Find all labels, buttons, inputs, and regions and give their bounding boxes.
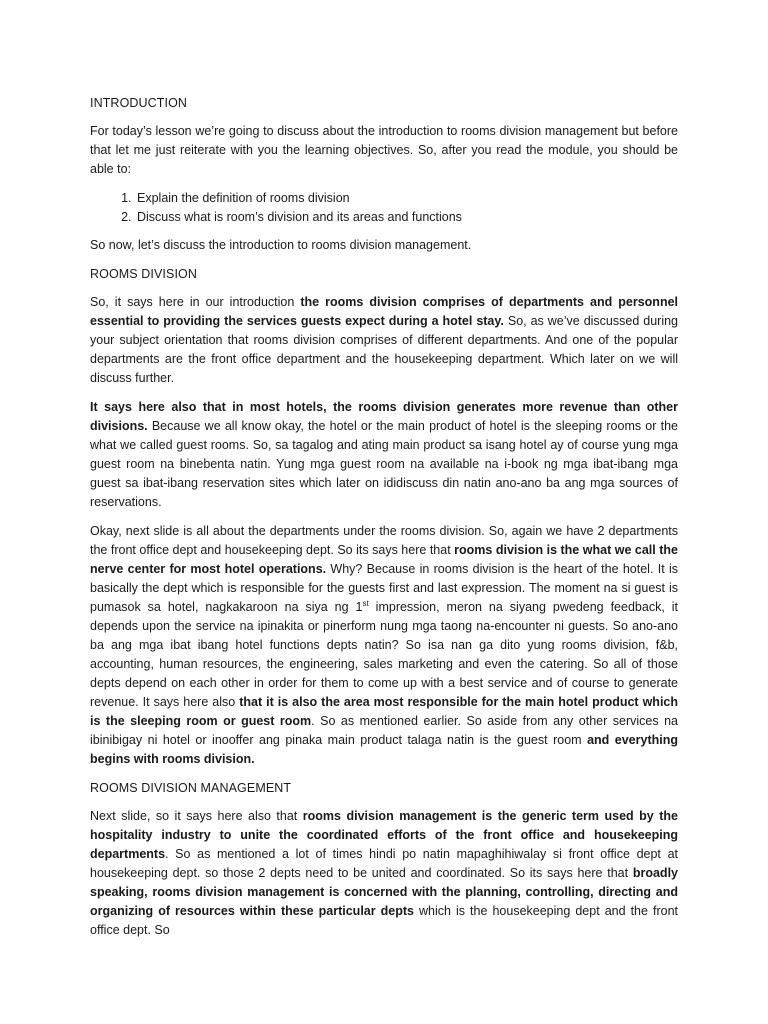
learning-objectives-list [90, 189, 678, 227]
bold-text: rooms division is the what we call the nerve center for most hotel operations. [90, 543, 678, 576]
text-span: which is the housekeeping dept and the front office dept. So [90, 904, 678, 937]
heading-rooms-division-management: ROOMS DIVISION MANAGEMENT [90, 781, 292, 795]
text-span: Next slide, so it says here also that [90, 809, 303, 823]
text-span: Why? Because in rooms division is the heart of the hotel. It is basically the dept which is responsible for the guests first and last expression. The moment na si guest is pumasok sa hotel, nagkakaroon na siya ng 1 [90, 562, 678, 614]
bold-text: that it is also the area most responsible for the main hotel product which is the sleeping room or guest room [90, 695, 679, 728]
text-span: So, as we’ve discussed during your subject orientation that rooms division comprises of different departments. And one of the popular departments are the front office department and the housekeeping department. Which later on we will discuss further. [90, 314, 678, 385]
heading-rooms-division: ROOMS DIVISION [90, 267, 197, 281]
bold-text: broadly speaking, rooms division management is concerned with the planning, controlling, directing and organizing of resources within these particular depts [90, 866, 678, 918]
text-span: impression, meron na siyang pwedeng feedback, it depends upon the service na ipinakita or pinerform nung mga taong na-encounter ni guests. So ano-ano ba ang mga ibat ibang hotel functions depts natin? So isa nan ga dito yung rooms division, f&b, accounting, human resources, the engineering, sales marketing and even the catering. So all of those depts depend on each other in order for them to come up with a best service and of course to generate revenue. It says here also [90, 600, 678, 709]
rooms-division-paragraph-3 [90, 522, 678, 769]
text-span: So, it says here in our introduction [90, 295, 301, 309]
heading-introduction: INTRODUCTION [90, 96, 188, 110]
bold-text: and everything begins with rooms division. [90, 733, 678, 766]
rooms-division-paragraph-1 [90, 293, 678, 388]
superscript: st [362, 598, 369, 608]
objective-item: 1. Explain the definition of rooms division [135, 189, 678, 208]
intro-paragraph: For today’s lesson we’re going to discuss about the introduction to rooms division management but before that let me just reiterate with you the learning objectives. So, after you read the module, you should be able to: [90, 124, 678, 176]
text-span: Okay, next slide is all about the departments under the rooms division. So, again we have 2 departments the front office dept and housekeeping dept. So its says here that [90, 524, 678, 557]
rooms-division-management-paragraph [90, 807, 678, 940]
bold-text: It says here also that in most hotels, the rooms division generates more revenue than other divisions. [90, 400, 678, 433]
bold-text: rooms division management is the generic term used by the hospitality industry to unite the coordinated efforts of the front office and housekeeping departments [90, 809, 678, 861]
intro-transition-paragraph: So now, let’s discuss the introduction to rooms division management. [90, 238, 472, 252]
text-span: . So as mentioned earlier. So aside from any other services na ibinibigay ni hotel or inooffer ang pinaka main product talaga natin is the guest room [90, 714, 678, 747]
bold-text: the rooms division comprises of departments and personnel essential to providing the services guests expect during a hotel stay. [90, 295, 679, 328]
objective-item: 2. Discuss what is room’s division and its areas and functions [135, 208, 678, 227]
text-span: Because we all know okay, the hotel or the main product of hotel is the sleeping rooms or the what we called guest rooms. So, sa tagalog and ating main product sa isang hotel ay of course yung mga guest room na binebenta natin. Yung mga guest room na available na i-book ng mga ibat-ibang mga guest sa ibat-ibang reservation sites which later on ididiscuss din natin ano-ano ba ang mga sources of reservations. [90, 419, 678, 509]
text-span: . So as mentioned a lot of times hindi po natin mapaghihiwalay si front office dept at housekeeping dept. so those 2 depts need to be united and coordinated. So its says here that [90, 847, 678, 880]
rooms-division-paragraph-2 [90, 398, 678, 512]
